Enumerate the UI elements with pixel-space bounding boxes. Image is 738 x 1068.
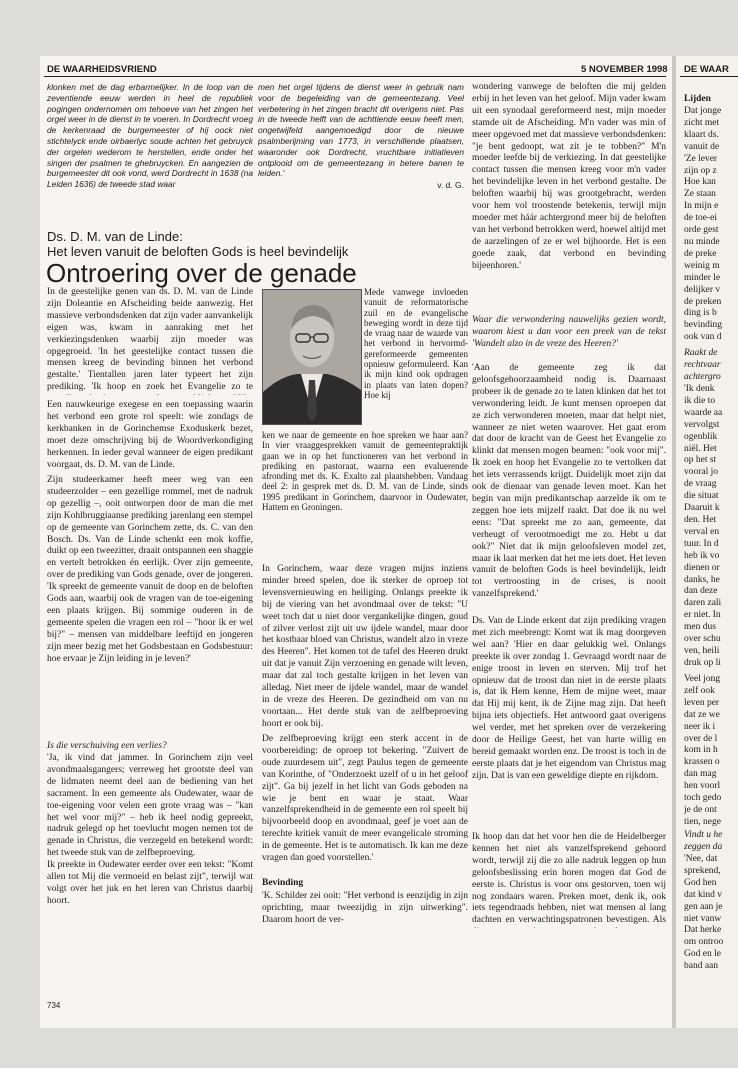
col3-question: Waar die verwondering nauwelijks gezien wordt, waarom kiest u dan voor een preek van de tekst 'Wandelt alzo in de vreze des Heeren?' <box>472 315 666 349</box>
next-page-line: druk op li <box>684 657 721 668</box>
next-page-line: de preken <box>684 296 722 307</box>
next-page-line: je de ont <box>684 804 717 815</box>
next-page-line: de vraag <box>684 479 717 490</box>
next-page-line: om ontroo <box>684 937 724 948</box>
next-page-line: neer ik i <box>684 721 716 732</box>
next-page-line: ding is b <box>684 308 717 319</box>
article-kicker: Ds. D. M. van de Linde: <box>47 229 183 244</box>
portrait-figure <box>263 290 361 424</box>
next-page-line: leven per <box>684 697 720 708</box>
col1-paragraph-5: Ik preekte in Oudewater eerder over een tekst: "Komt allen tot Mij die vermoeid en belast zijt", terwijl wat volgt over het juk en het leren van Christus daarbij hoort. <box>47 860 253 906</box>
next-page-line: rechtvaar <box>684 359 721 370</box>
col1-paragraph-2: Een nauwkeurige exegese en een toepassing waarin het verbond een grote rol speelt: wie zondags de kerkbanken in de Gorinchemse Exoduskerk bezet, moet deze omschrijving bij de Woordverkondiging herkennen. In ieder geval wanneer de eigen predikant voorgaat, ds. D. M. van de Linde. <box>47 400 253 470</box>
next-page-block-3 <box>684 674 738 829</box>
next-page-line: ven, heili <box>684 645 720 656</box>
next-page-line: ogenblik <box>684 431 718 442</box>
next-page-line: danks, he <box>684 574 720 585</box>
next-page-line: die situat <box>684 491 719 502</box>
next-page-line: God en le <box>684 949 721 960</box>
next-page-line: zicht met <box>684 117 720 128</box>
next-page-line: weinig m <box>684 260 720 271</box>
photo-caption-side: Mede vanwege invloeden vanuit de reformatorische zuil en de evangelische beweging wordt in deze tijd de vraag naar de waarde van het verbond in hervormd-gereformeerde gemeenten opnieuw geformuleerd. Kan ik mijn kind ook opdragen in plaats van laten dopen? Hoe kij <box>364 287 468 400</box>
next-page-line: dienen or <box>684 562 720 573</box>
next-page-block-2 <box>684 384 738 670</box>
next-page-line: 'Ze lever <box>684 153 718 164</box>
next-page-line: Raakt de <box>684 348 718 358</box>
next-page-line: er niet. In <box>684 610 721 621</box>
next-page-line: Veel jong <box>684 674 721 684</box>
next-page-line: daren zali <box>684 598 722 609</box>
next-page-line: achtergro <box>684 371 721 382</box>
next-page-line: Hoe kan <box>684 177 716 188</box>
next-page-line: verval en <box>684 526 720 537</box>
next-page-question <box>684 348 738 384</box>
next-page-heading: Lijden <box>684 94 711 104</box>
next-page-line: Dat herke <box>684 925 722 936</box>
next-page-line: dan deze <box>684 586 718 597</box>
next-page-line: over schu <box>684 634 721 645</box>
next-page-line: op het st <box>684 455 717 466</box>
next-page-line: toch gedo <box>684 793 722 804</box>
next-page-line: de toe-ei <box>684 213 717 224</box>
page-number: 734 <box>47 1001 61 1010</box>
next-page-publication: DE WAAR <box>684 64 729 75</box>
next-page-line: krassen o <box>684 757 720 768</box>
header-rule <box>44 76 666 77</box>
next-page-line: zeggen da <box>684 841 723 852</box>
col1-question: Is die verschuiving een verlies? <box>47 741 167 751</box>
intro-col-2: men het orgel tijdens de dienst weer in gebruik nam voor de begeleiding van de gemeentezang. Veel verbetering in het zingen bracht dit overigens niet. Pas in de tweede helft van de achttiende eeuw heeft men, ongetwijfeld aangemoedigd door de nieuwe psalmberijming van 1773, in verschillende plaatsen, waaronder ook Dordrecht, vruchtbare initiatieven ontplooid om de gemeentezang in betere banen te leiden.' <box>258 82 464 179</box>
next-page-line: kom in h <box>684 745 718 756</box>
col3-paragraph-1: wondering vanwege de beloften die mij gelden erbij in het leven van het geloof. Mijn vader kwam uit een synodaal gereformeerd nest, mijn moeder stamde uit de Afscheiding. M'n vader was min of meer opgevoed met dat massieve verbondsdenken: "je bent gedoopt, wat zit je te tobben?" M'n moeder leefde bij de verkiezing. In dat geestelijke contact tussen die mensen kreeg voor m'n vader het bevindelijke leven in het verbond gestalte. De beloften waarbij hij was grootgebracht, werden voor hem vol troostende betekenis, terwijl mijn moeder met háár achtergrond meer bij de beloften van het verbond betrokken werd, hoewel altijd met de aarzelingen of ze er wel bijhoorde. Het is een goede zaak, dat verbond en bevinding bijeenhoren.' <box>472 82 666 271</box>
next-page-line: zijn op z <box>684 165 717 176</box>
col3-paragraph-4: Ik hoop dan dat het voor hen die de Heidelberger kennen het niet als vanzelfsprekend gehoord wordt, terwijl zij die zo alle nadruk leggen op hun geloofsbeslissing erin horen mogen dat God de eerste is. Christus is voor ons gestorven, toen wij nog zondaars waren. Preken moet, denk ik, ook iets tegendraads hebben, niet wat mensen al lang dachten en verwachtingspatronen bevestigen. Als <box>472 832 666 926</box>
next-header-rule <box>680 76 738 77</box>
next-page-question-2 <box>684 830 738 854</box>
next-page-block-1 <box>684 106 738 344</box>
next-page-line: 'Ik denk <box>684 384 715 394</box>
col2-subheading: Bevinding <box>262 878 304 888</box>
next-page-line: tien, nege <box>684 816 721 827</box>
next-page-line: Ze staan <box>684 189 716 200</box>
next-page-line: ook van d <box>684 332 722 343</box>
issue-date: 5 NOVEMBER 1998 <box>581 64 668 75</box>
next-page-line: den. Het <box>684 514 717 525</box>
next-page-line: vanuit de <box>684 141 720 152</box>
intro-col-1: klonken met de dag erbarmelijker. In de loop van de zeventiende eeuw werden in heel de republiek pogingen ondernomen om tehoeve van het zingen het orgel weer in de dienst in te voeren. In Dordrecht vroeg de kerkenraad de burgemeester of hij oock niet stichtelyck ende oirbaerlyc soude achten het gebruyck der orgelen wederom te herstellen, ende onder het singen der psalmen te ghebruycken. En aangezien de burgemeester dit ook vond, werd Dordrecht in 1638 (na Leiden 1636) de tweede stad waar <box>47 82 253 190</box>
next-page-line: gen aan je <box>684 901 723 912</box>
next-page-line: Vindt u he <box>684 830 723 840</box>
next-page-line: vooral jo <box>684 467 719 478</box>
next-page-line: Daaruit k <box>684 503 720 514</box>
next-page-line: sprekend, <box>684 865 721 876</box>
article-subtitle: Het leven vanuit de beloften Gods is heel bevindelijk <box>47 244 349 259</box>
next-page-line: Dat jonge <box>684 106 722 116</box>
next-page-line: niël. Het <box>684 443 717 454</box>
portrait-photo <box>262 289 362 425</box>
next-page-line: dan mag <box>684 769 717 780</box>
next-page-line: zelf ook <box>684 685 715 696</box>
next-page-line: band aan <box>684 961 719 972</box>
next-page-line: dat kind v <box>684 889 722 900</box>
next-page-line: orde gest <box>684 225 719 236</box>
next-page-line: tuur. In d <box>684 538 719 549</box>
col2-paragraph-1: In Gorinchem, waar deze vragen mijns inziens minder breed spelen, doe ik sterker de oproep tot levensvernieuwing en heiliging. Onlangs preekte ik bij de viering van het avondmaal over de tekst: "U weet toch dat u niet door vergankelijke dingen, goud of zilver verlost zijt uit uw ijdele wandel, maar door het kostbaar bloed van Christus, wandelt alzo in vreze des Heeren". Het komen tot de tafel des Heeren drukt uit dat je vanuit Zijn verzoening en genade wilt leven, maar dat zal toch gestalte krijgen in het leven van alledag. Niet meer de ijdele wandel, maar de wandel in de vreze des Heeren. De gezindheid om van nu voortaan... Het derde stuk van de zelfbeproeving hoort er ook bij. <box>262 564 468 729</box>
publication-name: DE WAARHEIDSVRIEND <box>47 64 157 75</box>
next-page-line: ik die to <box>684 395 716 406</box>
col3-paragraph-2: 'Aan de gemeente zeg ik dat geloofsgehoorzaamheid nodig is. Daarnaast probeer ik de genade zo te laten klinken dat het tot verwondering leidt. Je kunt mensen oproepen dat ze zich verwonderen moeten, maar dat helpt niet, wanneer ze niet weten waarover. Het gaat erom dat door de kracht van de Geest het Evangelie zo klinkt dat mensen mogen beamen: "ook voor mij". Ik zoek en hoop het Evangelie zo te vertolken dat het iets verrassends krijgt. Duidelijk moet zijn dat ook de dienaar van genade leven moet. Kan het begin van mijn predikantschap aarzelde ik om te zeggen hoe iets mijzelf raakt. Dat doe ik nu wel eens: "Dat spreekt me zo aan, gemeente, dat verheugt of verootmoedigt me zo. Hebt u dat ook?" Niet dat ik mijn geloofsleven model zet, maar ik laat merken dat het me iets doet. Het leven vanuit de beloften Gods is heel bevindelijk, leidt tot vertroosting in de crises, is nooit vanzelfsprekend.' <box>472 363 666 600</box>
photo-caption: ken we naar de gemeente en hoe spreken we haar aan? In vier vraaggesprekken vanuit de gemeentepraktijk gaan we in op het functioneren van het verbond in prediking en pastoraat, waarna een evaluerende afronding met ds. K. Exalto zal plaatshebben. Vandaag deel 2: in gesprek met ds. D. M. van de Linde, sinds 1995 predikant in Gorinchem, daarvoor in Oudewater, Hattem en Groningen. <box>262 430 468 513</box>
next-page-line: hen voorl <box>684 781 721 792</box>
next-page-line: delijker v <box>684 284 721 295</box>
col3-paragraph-3: Ds. Van de Linde erkent dat zijn prediking vragen met zich meebrengt: Komt wat ik mag doorgeven wel aan? 'Hier en daar gelukkig wel. Onlangs preekte ik over zondag 1. Gevraagd wordt naar de enige troost in leven en sterven. Mij trof het opnieuw dat de troost dan niet in de eerste plaats is, dat ik Hem kenne, Hem de mijne weet, maar dat Hij mij kent, ik de Zijne mag zijn. Dat heeft bijna iets objectiefs. Het antwoord gaat overigens wel verder, met het spreken over de verzekering door de Heilige Geest, het van harte willig en bereid gemaakt worden enz. De troost is toch in de eerste plaats dat je het eigendom van Christus mag zijn. Dat is van een geweldige diepte en rijkdom. <box>472 616 666 781</box>
next-page-line: vervolgst <box>684 419 720 430</box>
next-page-line: over de l <box>684 733 718 744</box>
next-page-line: de preke <box>684 248 717 259</box>
col1-paragraph-1: In de geestelijke genen van ds. D. M. van de Linde zijn Doleantie en Afscheiding beide aanwezig. Het massieve verbondsdenken dat zijn vader aanvankelijk eigen was, kwam in aanraking met het verkiezingsdenken waarbij zijn moeder was opgegroeid. 'In het geestelijke contact tussen die mensen kreeg de bevinding binnen het verbond gestalte.' Tientallen jaren later typeert het zijn prediking. 'Ik hoop en zoek het Evangelie zo te <box>47 287 253 393</box>
col1-paragraph-3: Zijn studeerkamer heeft meer weg van een studeerzolder – een gezellige rommel, met de nadruk op gezellig –, ooit ontworpen door de man die met zijn Kohlbruggiaanse prediking jarenlang een stempel op de gemeente van Gorinchem zette, ds. C. van den Bosch. Ds. Van de Linde schenkt een mok koffie, duikt op een tweezitter, draait ontspannen een shaggie en vertelt betrokken én eerlijk. Over zijn gemeente, over de prediking van Gods genade, over de jongeren. 'Ik spreekt de gemeente vanuit de doop en de beloften Gods aan, waarbij ook de vragen van de toe-eigening een plaats krijgen. Bij sommige ouderen in de gemeente spelen die vragen een rol – "hoor ik er wel bij?" – mensen van middelbare leeftijd en jongeren zijn meer bezig met het Godsbestaan en Godsbestuur: hoe ervaar je Zijn leiding in je leven?' <box>47 475 253 664</box>
next-page-line: minder le <box>684 272 721 283</box>
col2-paragraph-3: 'K. Schilder zei ooit: "Het verbond is eenzijdig in zijn oprichting, maar tweezijdig in zijn uitwerking". Daarom hoort de ver- <box>262 891 468 925</box>
next-page-line: nu minde <box>684 236 720 247</box>
next-page-line: waarde aa <box>684 407 723 418</box>
next-page-line: niet vanw <box>684 913 722 924</box>
intro-signature: v. d. G. <box>437 180 464 190</box>
next-page-line: klaart ds. <box>684 129 719 140</box>
next-page-line: heb ik vo <box>684 550 720 561</box>
next-page-block-4 <box>684 854 738 973</box>
next-page-line: In mijn e <box>684 201 719 212</box>
next-page-line: 'Nee, dat <box>684 854 718 864</box>
col1-paragraph-4: 'Ja, ik vind dat jammer. In Gorinchem zijn veel avondmaalsgangers; verreweg het grootste deel van de lidmaten neemt deel aan de bediening van het sacrament. In een gemeente als Oudewater, waar de toe-eigening voor velen een grote vraag was – "kan het wel voor mij?" – heb ik heel nodig gepreekt, nadruk gelegd op het toevlucht mogen nemen tot de genade in Christus, die verzegeld en betekend wordt: het tweede stuk van de zelfbeproeving. <box>47 753 253 859</box>
next-page-line: God hen <box>684 877 717 888</box>
next-page-line: men dus <box>684 622 716 633</box>
next-page-line: dat ze we <box>684 709 720 720</box>
article-title: Ontroering over de genade <box>46 258 357 288</box>
col2-paragraph-2: De zelfbeproeving krijgt een sterk accent in de voorbereiding: de oproep tot bekering. "Zuivert de oude zuurdesem uit", zegt Paulus tegen de gemeente van Korinthe, of "Onderzoekt uzelf of u in het geloof zijt". Ga bij jezelf in het licht van Gods geboden na wie je bent en waar je staat. Waar vanzelfsprekendheid in de gemeente een rol speelt bij bijvoorbeeld doop en avondmaal, geef je voet aan de terechte kritiek vanuit de meer evangelicale stroming in de gemeente. Het is te automatisch. Ik kan me deze vragen dan goed voorstellen.' <box>262 734 468 864</box>
next-page-line: bevinding <box>684 320 722 331</box>
